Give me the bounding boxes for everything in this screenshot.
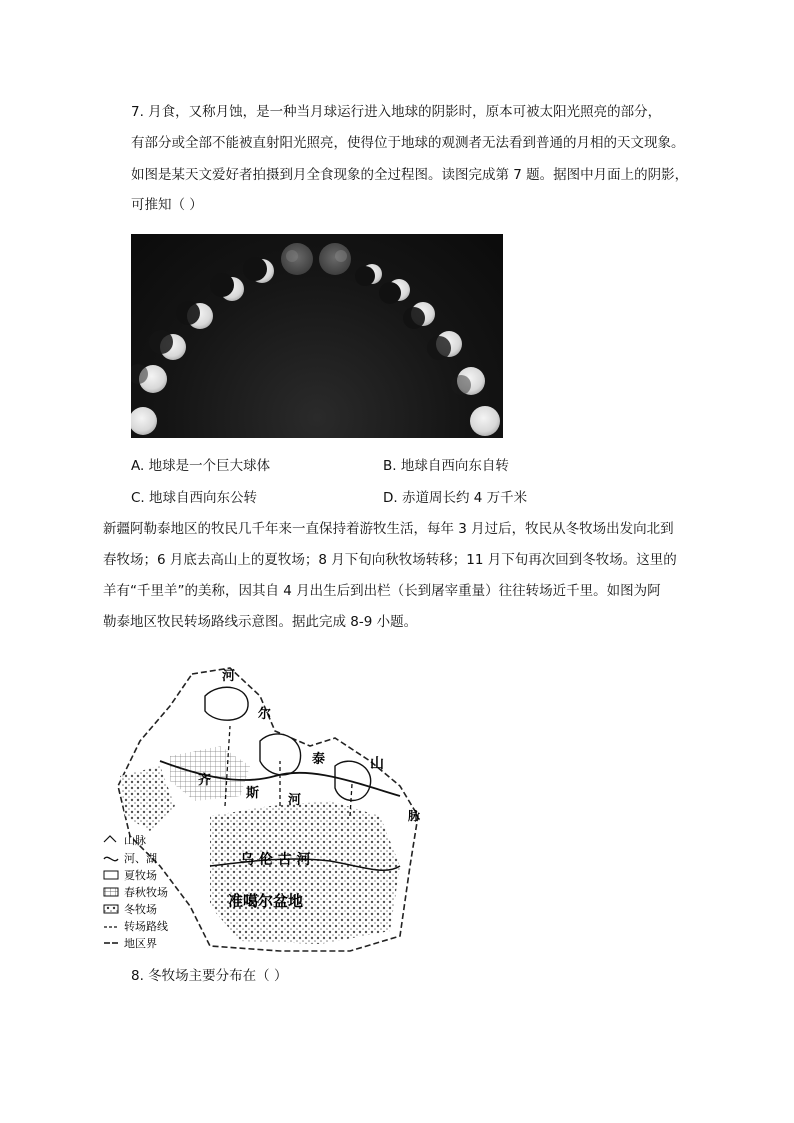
- legend-summer-pasture: 夏牧场: [124, 869, 157, 882]
- altay-migration-map: [100, 666, 430, 956]
- moon-phase-8: [319, 243, 351, 275]
- moon-phase-7: [281, 243, 313, 275]
- moon-phase-6: [243, 257, 274, 283]
- moon-phase-3: [149, 330, 186, 360]
- legend-region-boundary: 地区界: [124, 937, 157, 950]
- moon-phase-14: [470, 406, 500, 436]
- legend-mountain: 山脉: [124, 834, 146, 847]
- moon-phase-1: [131, 407, 157, 435]
- winter-pasture-icon: [104, 905, 118, 913]
- q7-stem-line-2: 有部分或全部不能被直射阳光照亮，使得位于地球的观测者无法看到普通的月相的天文现象。: [131, 135, 685, 151]
- moon-phase-2: [131, 364, 167, 393]
- summer-pasture-loop-1: [205, 687, 248, 720]
- legend-spring-autumn-pasture: 春秋牧场: [124, 886, 168, 899]
- map-figure: [100, 666, 430, 956]
- summer-pasture-loop-3: [335, 761, 371, 800]
- map-label-ulungu-river: 乌 伦 古 河: [240, 852, 311, 868]
- summer-pasture-icon: [104, 871, 118, 879]
- legend-river-lake: 河、湖: [124, 852, 157, 865]
- map-label-tai: 泰: [312, 752, 326, 767]
- lunar-eclipse-photo: [131, 234, 503, 438]
- moon-phase-9: [355, 264, 382, 286]
- passage-line-1: 新疆阿勒泰地区的牧民几千年来一直保持着游牧生活，每年 3 月过后，牧民从冬牧场出发向北到: [103, 521, 674, 537]
- q8-stem: 8. 冬牧场主要分布在（ ）: [131, 968, 288, 984]
- map-legend: [104, 834, 168, 950]
- map-label-si: 斯: [246, 786, 260, 801]
- legend-winter-pasture: 冬牧场: [124, 903, 157, 916]
- spring-autumn-pasture-icon: [104, 888, 118, 896]
- map-label-he: 河: [288, 793, 302, 808]
- map-label-er: 尔: [258, 707, 272, 722]
- river-lake-icon: [104, 857, 118, 860]
- moon-phase-5: [210, 273, 244, 301]
- winter-pasture-area: [210, 801, 400, 944]
- moon-phase-4: [176, 301, 213, 329]
- moon-phase-11: [403, 302, 435, 329]
- passage-line-3: 羊有“千里羊”的美称，因其自 4 月出生后到出栏（长到屠宰重量）往往转场近千里。如图为阿: [103, 583, 661, 599]
- map-label-qi: 齐: [198, 773, 212, 788]
- q7-option-d[interactable]: D. 赤道周长约 4 万千米: [383, 490, 528, 506]
- map-label-shan: 山: [370, 756, 384, 772]
- winter-pasture-west: [120, 766, 175, 831]
- map-label-river-top: 河: [222, 669, 236, 684]
- q7-stem-line-1: 7. 月食，又称月蚀，是一种当月球运行进入地球的阴影时，原本可被太阳光照亮的部分，: [131, 104, 662, 120]
- q7-stem-line-4: 可推知（ ）: [131, 197, 203, 213]
- map-label-mai: 脉: [408, 809, 421, 823]
- q7-stem-line-3: 如图是某天文爱好者拍摄到月全食现象的全过程图。读图完成第 7 题。据图中月面上的阴影，: [131, 167, 689, 183]
- q7-option-a[interactable]: A. 地球是一个巨大球体: [131, 458, 271, 474]
- legend-migration-route: 转场路线: [124, 920, 168, 933]
- mountain-icon: [104, 836, 116, 842]
- passage-line-4: 勒泰地区牧民转场路线示意图。据此完成 8-9 小题。: [103, 614, 418, 630]
- map-label-junggar-basin: 准噶尔盆地: [228, 892, 304, 910]
- lunar-eclipse-sequence: [131, 234, 503, 438]
- passage-line-2: 春牧场；6 月底去高山上的夏牧场；8 月下旬向秋牧场转移；11 月下旬再次回到冬牧场。这里的: [103, 552, 677, 568]
- moon-phase-13: [451, 367, 485, 395]
- q7-option-c[interactable]: C. 地球自西向东公转: [131, 490, 258, 506]
- q7-option-b[interactable]: B. 地球自西向东自转: [383, 458, 509, 474]
- moon-phase-10: [379, 279, 410, 304]
- moon-phase-12: [427, 331, 462, 360]
